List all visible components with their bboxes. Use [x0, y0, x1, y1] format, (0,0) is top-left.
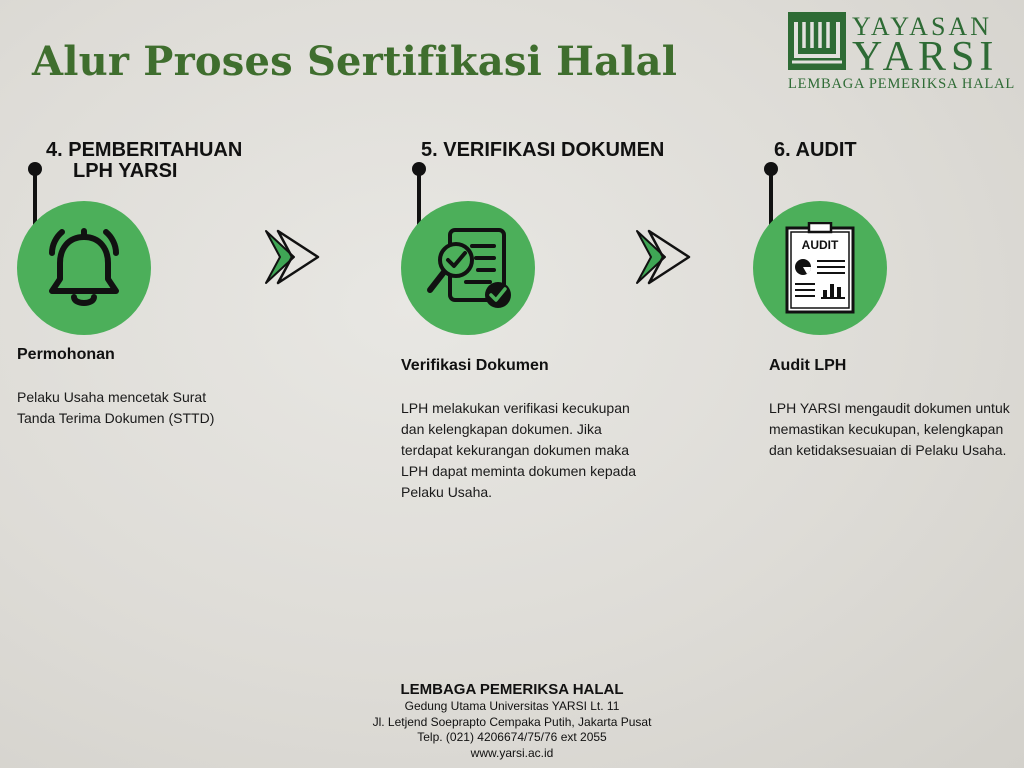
step-6-icon-circle	[753, 201, 887, 335]
yarsi-logo-icon	[788, 12, 846, 70]
step-4-subtitle: Permohonan	[17, 346, 115, 363]
step-5-heading-line1: 5. VERIFIKASI DOKUMEN	[421, 139, 665, 161]
step-4-pin-line	[33, 170, 37, 226]
step-5-description: LPH melakukan verifikasi kecukupan dan kelengkapan dokumen. Jika terdapat kekurangan dokumen maka LPH dapat meminta dokumen kepada Pelaku Usaha.	[401, 400, 637, 500]
step-5-pin-line	[417, 170, 421, 226]
arrow-right-icon	[264, 229, 320, 285]
logo-text-yayasan: YAYASAN	[852, 12, 992, 41]
footer-title: LEMBAGA PEMERIKSA HALAL	[400, 681, 624, 698]
footer-phone: Telp. (021) 4206674/75/76 ext 2055	[417, 730, 607, 744]
clipboard-graphic	[785, 222, 855, 314]
logo-text-lph: LEMBAGA PEMERIKSA HALAL	[788, 76, 1016, 92]
footer-website: www.yarsi.ac.id	[470, 745, 554, 760]
step-4-heading	[46, 140, 242, 182]
step-6-subtitle: Audit LPH	[769, 357, 847, 374]
footer-address-street: Jl. Letjend Soeprapto Cempaka Putih, Jakarta Pusat	[372, 714, 652, 729]
step-5-subtitle: Verifikasi Dokumen	[401, 357, 549, 374]
arrow-right-icon-2	[635, 229, 691, 285]
step-5-heading	[421, 140, 664, 161]
step-6-pin-line	[769, 170, 773, 226]
page-title: Alur Proses Sertifikasi Halal	[32, 38, 678, 85]
step-6-description: LPH YARSI mengaudit dokumen untuk memastikan kecukupan, kelengkapan dan ketidaksesuaian di Pelaku Usaha.	[769, 400, 1010, 458]
step-4-icon-circle	[17, 201, 151, 335]
bell-icon	[42, 223, 126, 313]
footer-address-building: Gedung Utama Universitas YARSI Lt. 11	[404, 699, 620, 713]
logo-text-yarsi: YARSI	[852, 34, 999, 80]
step-5-icon-circle	[401, 201, 535, 335]
step-4-description: Pelaku Usaha mencetak Surat Tanda Terima Dokumen (STTD)	[17, 389, 215, 426]
audit-icon-label: AUDIT	[801, 238, 839, 252]
step-4-heading-line1: 4. PEMBERITAHUAN	[46, 139, 243, 161]
footer	[0, 681, 1024, 761]
step-6-heading-line1: 6. AUDIT	[774, 139, 857, 161]
audit-clipboard-icon	[785, 222, 855, 314]
document-check-icon	[420, 220, 516, 316]
step-6-heading	[774, 140, 857, 161]
step-4-heading-line2: LPH YARSI	[73, 160, 178, 182]
yarsi-logo	[788, 12, 1014, 92]
